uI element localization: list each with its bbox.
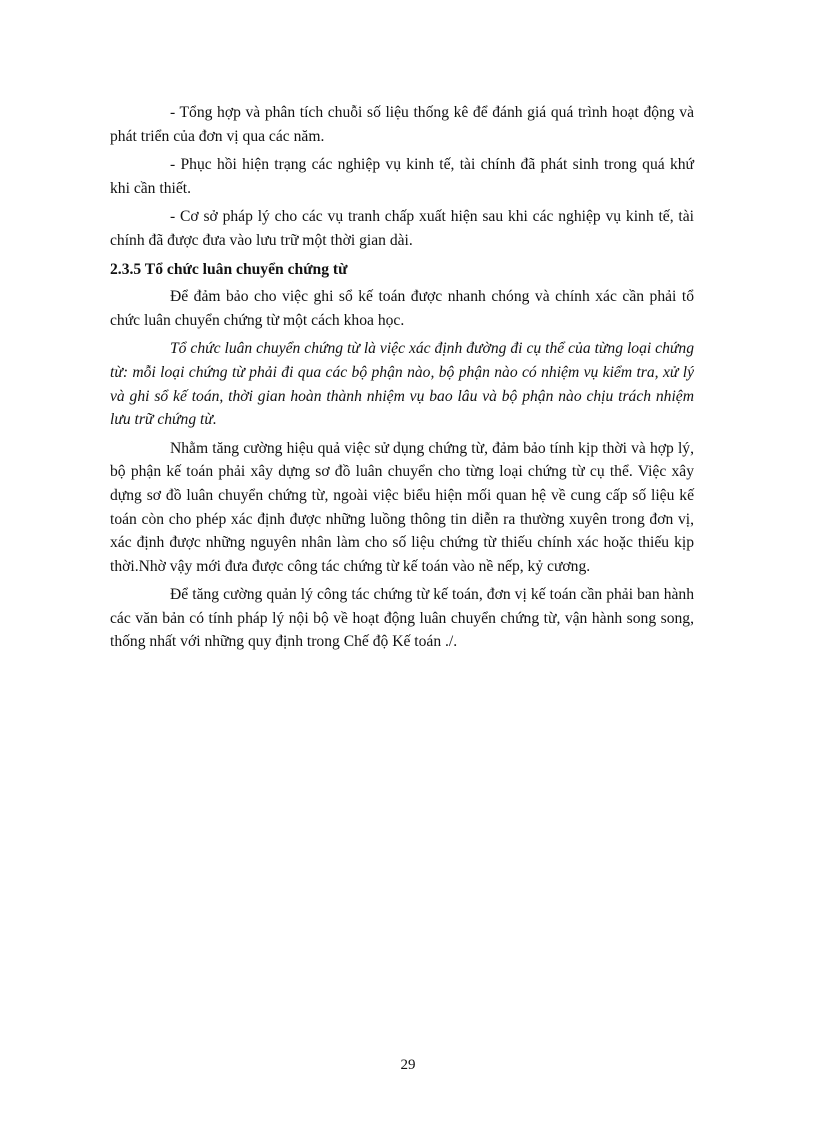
paragraph-intro: Để đảm bảo cho việc ghi sổ kế toán được nhanh chóng và chính xác cần phải tổ chức luân chuyển chứng từ một cách khoa học. — [110, 288, 694, 329]
document-body — [110, 101, 694, 659]
bullet-paragraph-statistics: - Tổng hợp và phân tích chuỗi số liệu thống kê để đánh giá quá trình hoạt động và phát triển của đơn vị qua các năm. — [110, 104, 694, 145]
section-heading: 2.3.5 Tổ chức luân chuyển chứng từ — [110, 260, 348, 278]
paragraph-definition: Tổ chức luân chuyển chứng từ là việc xác định đường đi cụ thể của từng loại chứng từ: mỗi loại chứng từ phải đi qua các bộ phận nào, bộ phận nào có nhiệm vụ kiểm tra, xử lý và ghi sổ kế toán, thời gian hoàn thành nhiệm vụ bao lâu và bộ phận nào chịu trách nhiệm lưu trữ chứng từ. — [110, 340, 694, 429]
page-number: 29 — [400, 1057, 416, 1073]
bullet-paragraph-restore: - Phục hồi hiện trạng các nghiệp vụ kinh tế, tài chính đã phát sinh trong quá khứ khi cần thiết. — [110, 156, 694, 197]
bullet-paragraph-legal-basis: - Cơ sở pháp lý cho các vụ tranh chấp xuất hiện sau khi các nghiệp vụ kinh tế, tài chính đã được đưa vào lưu trữ một thời gian dài. — [110, 208, 694, 249]
paragraph-efficiency: Nhằm tăng cường hiệu quả việc sử dụng chứng từ, đảm bảo tính kịp thời và hợp lý, bộ phận kế toán phải xây dựng sơ đồ luân chuyển cho từng loại chứng từ cụ thể. Việc xây dựng sơ đồ luân chuyển chứng từ, ngoài việc biểu hiện mối quan hệ về cung cấp số liệu kế toán còn cho phép xác định được những luồng thông tin diễn ra thường xuyên trong đơn vị, xác định được những nguyên nhân làm cho số liệu chứng từ thiếu chính xác hoặc thiếu kịp thời.Nhờ vậy mới đưa được công tác chứng từ kế toán vào nề nếp, kỷ cương. — [110, 439, 694, 575]
paragraph-management: Để tăng cường quản lý công tác chứng từ kế toán, đơn vị kế toán cần phải ban hành các văn bản có tính pháp lý nội bộ về hoạt động luân chuyển chứng từ, vận hành song song, thống nhất với những quy định trong Chế độ Kế toán ./. — [110, 586, 694, 651]
